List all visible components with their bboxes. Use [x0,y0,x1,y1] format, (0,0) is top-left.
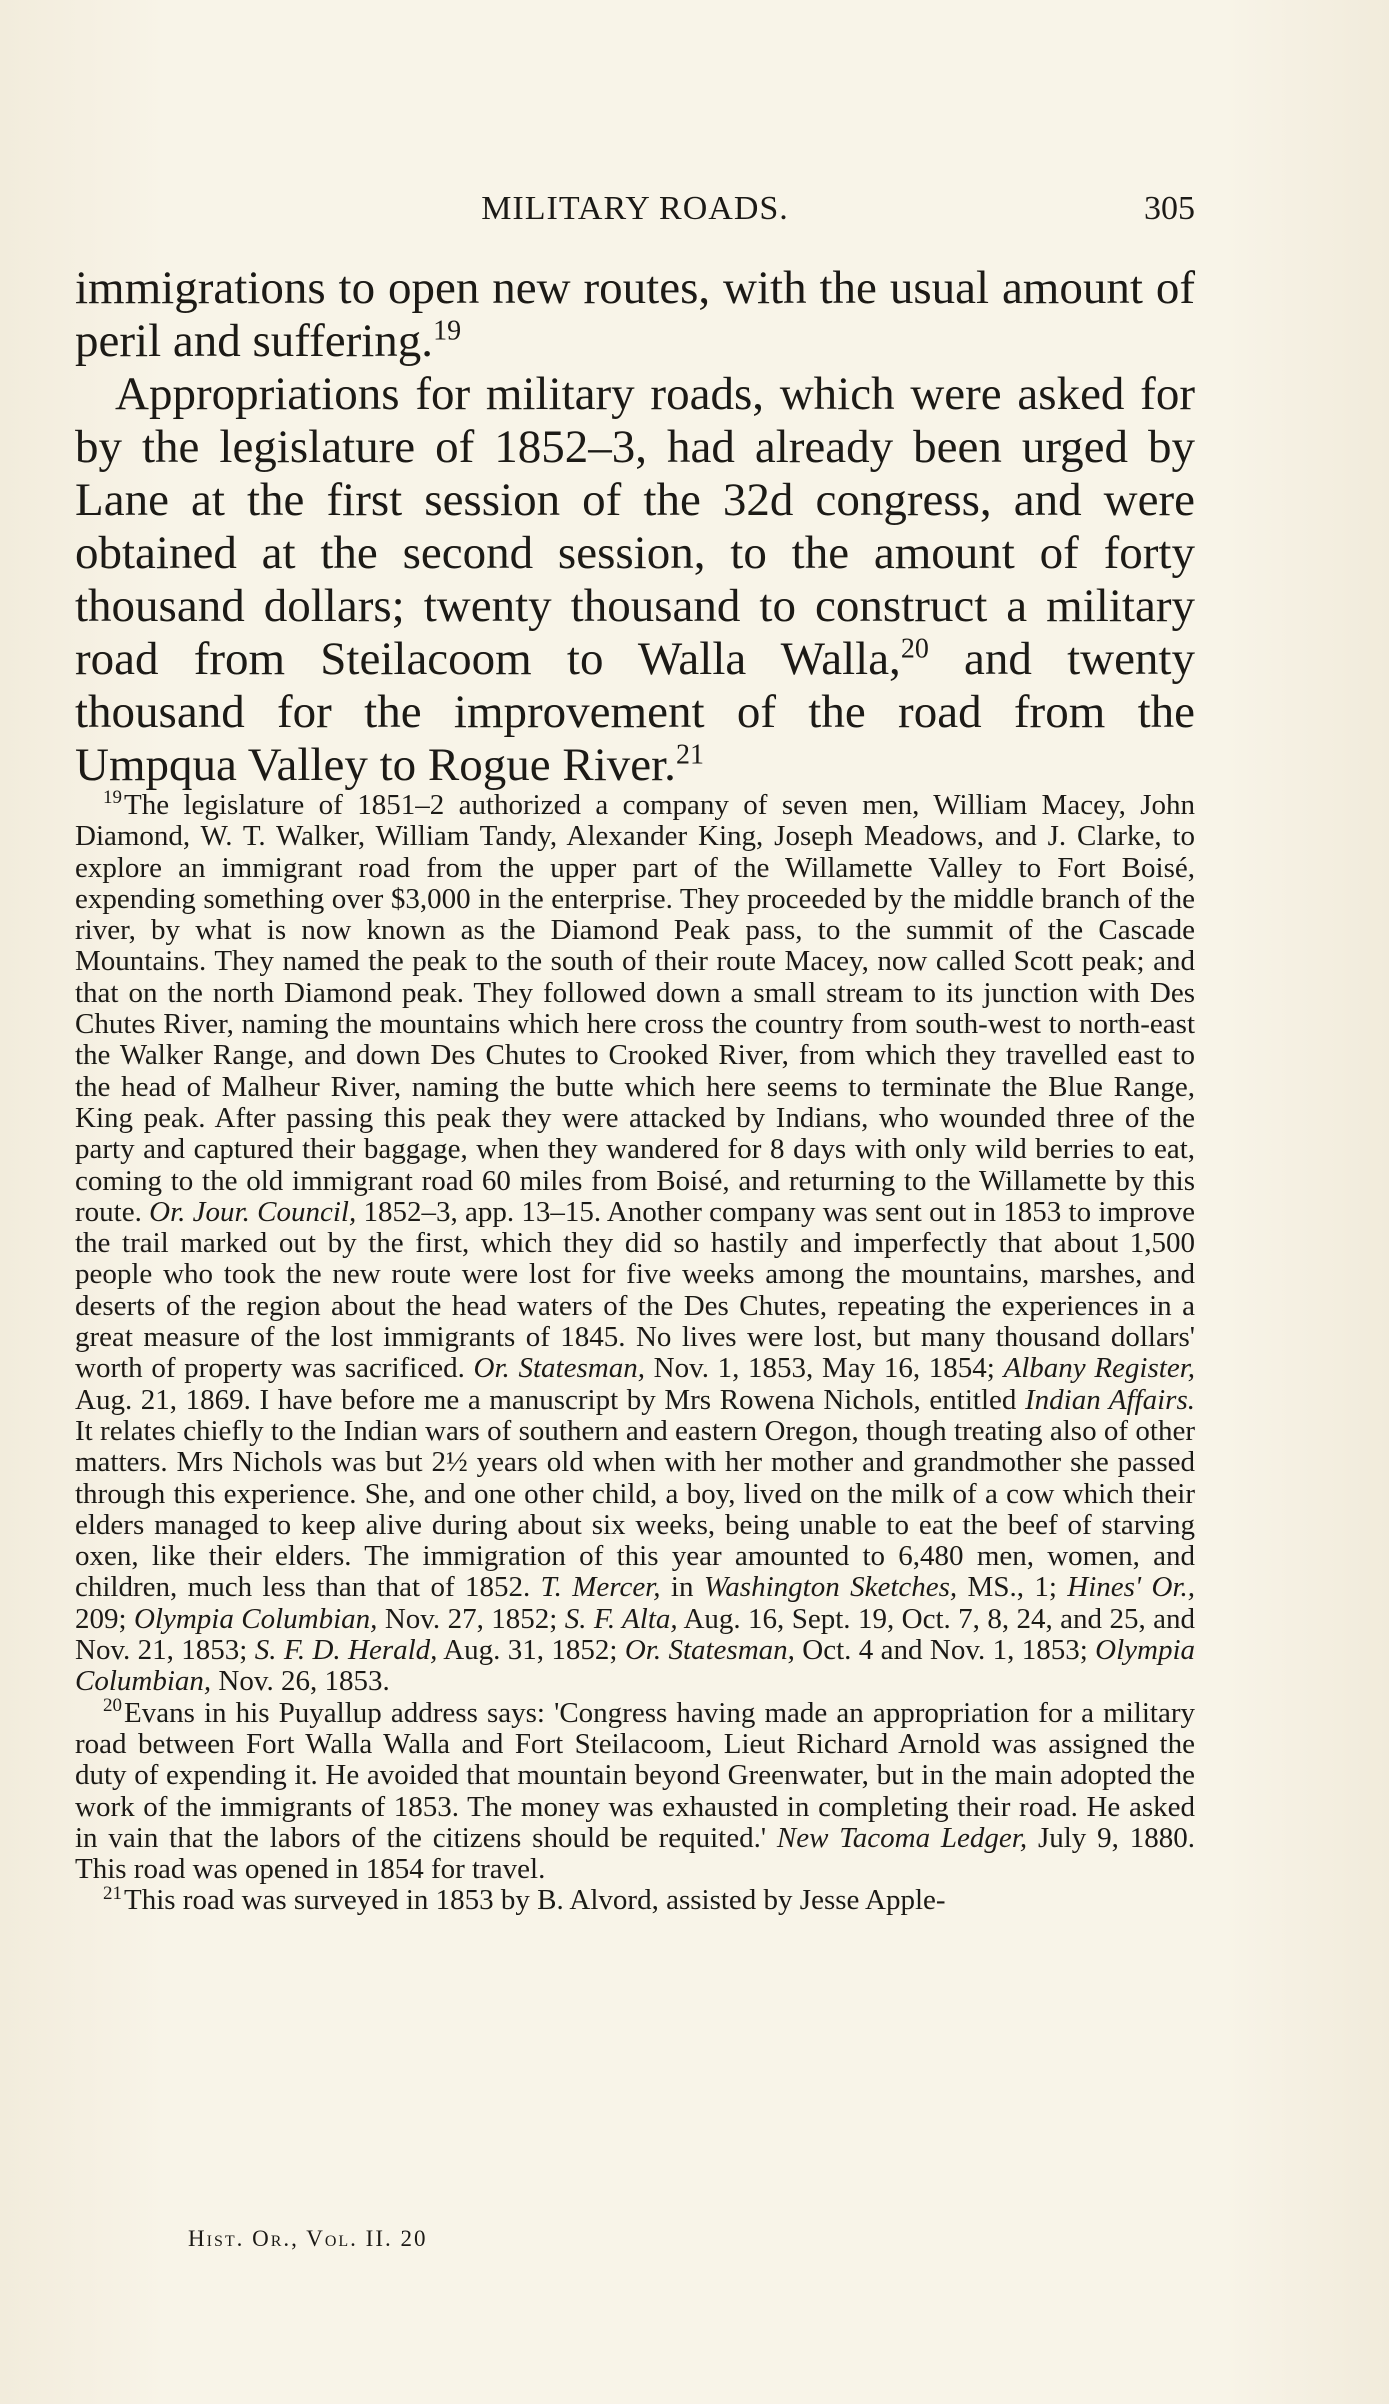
footnote-text: Aug. 21, 1869. I have before me a manuscript by Mrs Rowena Nichols, entitled [75,1383,1025,1416]
running-title: MILITARY ROADS. [481,190,789,227]
footnotes [75,787,1196,1917]
page-number: 305 [1144,190,1195,227]
citation: T. Mercer, [540,1571,661,1604]
footnote-text: 209; [75,1602,134,1635]
footnote-text: Nov. 27, 1852; [377,1602,565,1635]
footnote-ref-20: 20 [900,633,929,665]
citation: Albany Register, [1003,1352,1196,1385]
footnote-number: 20 [103,1694,122,1716]
paragraph-text: Appropriations for military roads, which were asked for by the legislature of 1852–3, had already been urged by Lane at the first session of the 32d congress, and were obtained at the second session, to the amount of forty thousand dollars; twenty thousand to construct a military road from Steilacoom to Walla Walla, [75,368,1195,685]
footnote-text: The legislature of 1851–2 authorized a company of seven men, William Macey, John Diamond, W. T. Walker, William Tandy, Alexander King, Joseph Meadows, and J. Clarke, to explore an immigrant road from the upper part of the Willamette Valley to Fort Boisé, expending something over $3,000 in the enterprise. They proceeded by the middle branch of the river, by what is now known as the Diamond Peak pass, to the summit of the Cascade Mountains. They named the peak to the south of their route Macey, now called Scott peak; and that on the north Diamond peak. They followed down a small stream to its junction with Des Chutes River, naming the mountains which here cross the country from south-west to north-east the Walker Range, and down Des Chutes to Crooked River, from which they travelled east to the head of Malheur River, naming the butte which here seems to terminate the Blue Range, King peak. After passing this peak they were attacked by Indians, who wounded three of the party and captured their baggage, when they wandered for 8 days with only wild berries to eat, coming to the old immigrant road 60 miles from Boisé, and returning to the Willamette by this route. [75,789,1195,1228]
citation: Or. Statesman, [624,1634,795,1667]
citation: Or. Jour. Council, [149,1195,357,1228]
paragraph [75,368,1195,792]
main-text [75,262,1195,792]
footnote-ref-19: 19 [433,315,462,347]
footnote-text: Aug. 31, 1852; [437,1634,625,1667]
footnote-text: Nov. 1, 1853, May 16, 1854; [644,1352,1004,1385]
footnote-text: Nov. 26, 1853. [211,1665,390,1698]
signature-mark: Hist. Or., Vol. II. 20 [188,2226,428,2251]
page-header [75,190,1195,234]
citation: Hines' Or., [1067,1571,1196,1604]
footnote-text: Aug. 16, Sept. 19, Oct. 7, 8, 24, and 25, and Nov. 21, 1853; [75,1602,1196,1667]
footnote-text: MS., 1; [957,1571,1068,1604]
paragraph [75,262,1195,368]
footnote-text: July 9, 1880. This road was opened in 1854 for travel. [75,1821,1195,1886]
footnote-text: Oct. 4 and Nov. 1, 1853; [794,1634,1096,1667]
footnote-ref-21: 21 [675,739,704,771]
citation: Olympia Columbian, [75,1634,1195,1698]
footnote-text: Evans in his Puyallup address says: 'Congress having made an appropriation for a military road between Fort Walla Walla and Fort Steilacoom, Lieut Richard Arnold was assigned the duty of expending it. He avoided that mountain beyond Greenwater, but in the main adopted the work of the immigrants of 1853. The money was exhausted in completing their road. He asked in vain that the labors of the citizens should be requited.' [75,1696,1195,1854]
footnote-19 [75,787,1196,1698]
footnote-number: 21 [103,1882,122,1904]
citation: New Tacoma Ledger, [776,1821,1028,1854]
citation: Olympia Columbian, [133,1602,378,1635]
footnote-text: in [660,1571,704,1604]
citation: Indian Affairs. [1024,1383,1195,1416]
footnote-20 [75,1694,1195,1886]
footnote-number: 19 [103,787,122,809]
citation: Or. Statesman, [473,1352,645,1385]
footnote-text: This road was surveyed in 1853 by B. Alvord, assisted by Jesse Apple- [124,1884,946,1917]
citation: S. F. D. Herald, [254,1634,438,1667]
footnote-21 [75,1882,1195,1917]
paragraph-text: immigrations to open new routes, with the usual amount of peril and suffering. [75,262,1195,367]
citation: Washington Sketches, [703,1571,958,1604]
citation: S. F. Alta, [564,1602,678,1635]
footnote-text: 1852–3, app. 13–15. Another company was sent out in 1853 to improve the trail marked out by the first, which they did so hastily and imperfectly that about 1,500 people who took the new route were lost for five weeks among the mountains, marshes, and deserts of the region about the head waters of the Des Chutes, repeating the experiences in a great measure of the lost immigrants of 1845. No lives were lost, but many thousand dollars' worth of property was sacrificed. [75,1195,1195,1385]
footnote-text: It relates chiefly to the Indian wars of southern and eastern Oregon, though treating also of other matters. Mrs Nichols was but 2½ years old when with her mother and grandmother she passed through this experience. She, and one other child, a boy, lived on the milk of a cow which their elders managed to keep alive during about six weeks, being unable to eat the beef of starving oxen, like their elders. The immigration of this year amounted to 6,480 men, women, and children, much less than that of 1852. [75,1414,1195,1604]
paragraph-text: and twenty thousand for the improvement of the road from the Umpqua Valley to Rogue River. [75,633,1195,791]
